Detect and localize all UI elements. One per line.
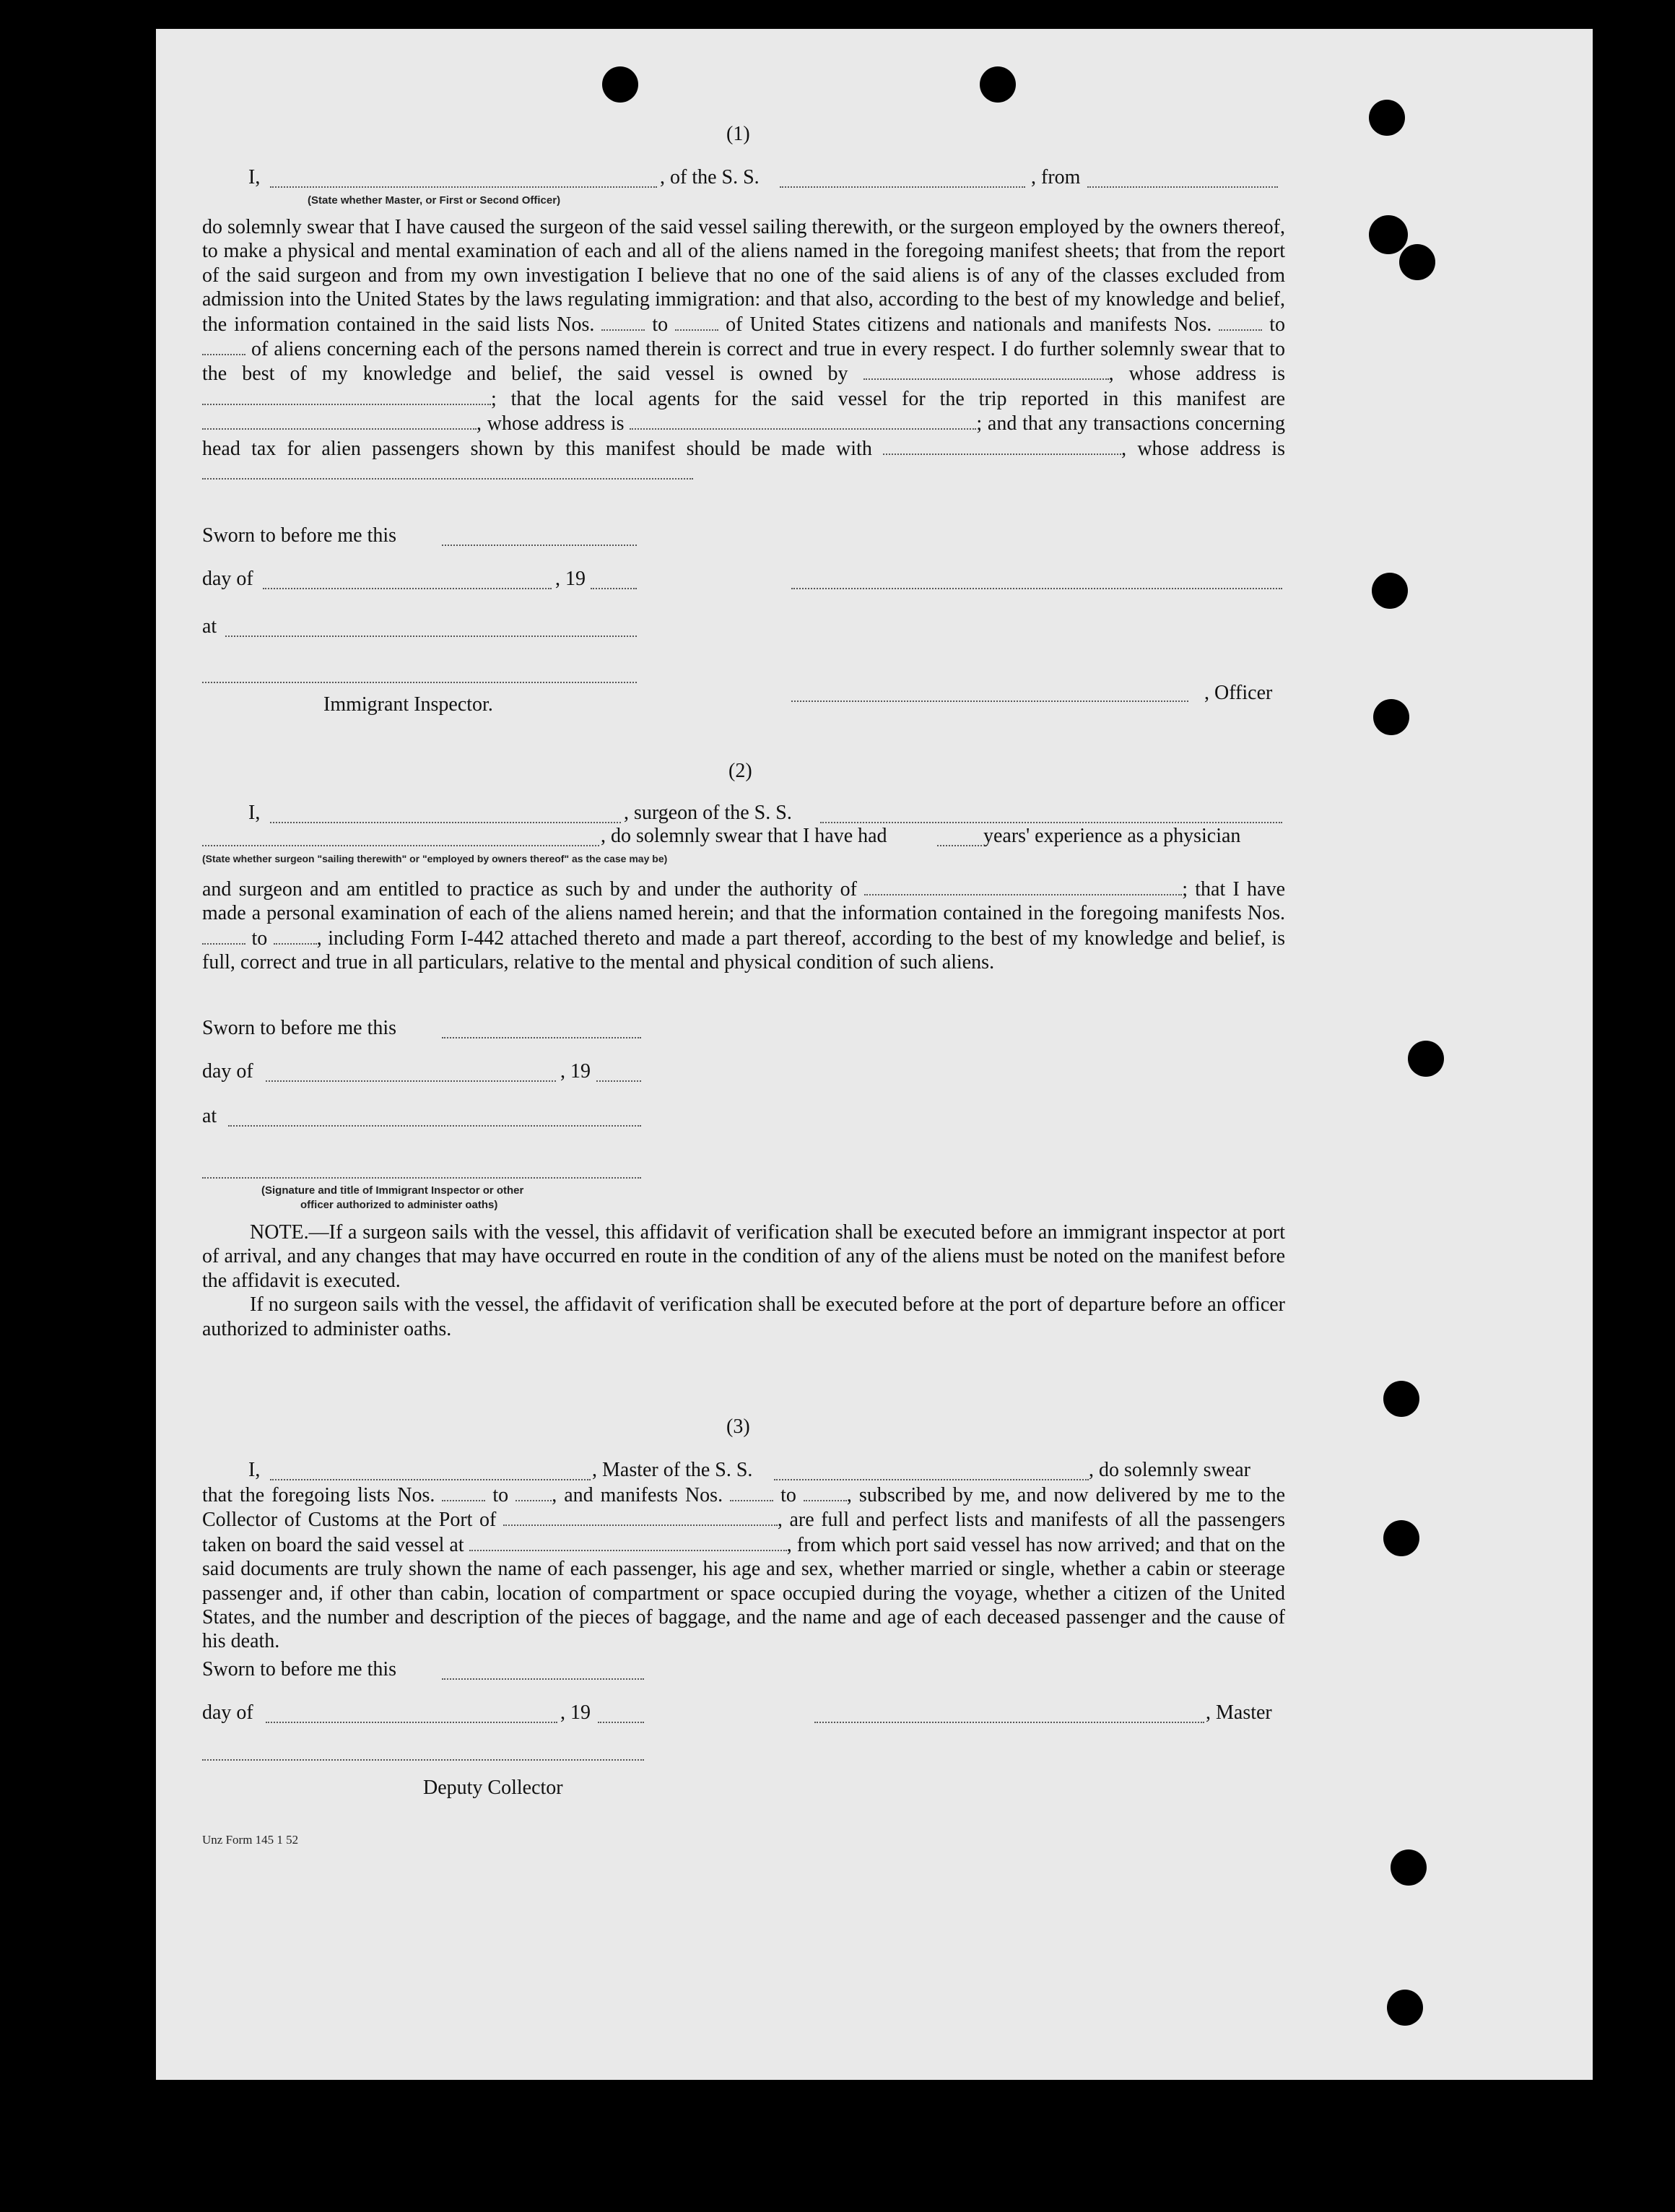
sec3-departure-port-field[interactable] [469, 1532, 787, 1551]
sec3-master-of: , Master of the S. S. [592, 1459, 753, 1481]
sec3-body [202, 1483, 1285, 1654]
sec1-head-tax-address-field[interactable] [202, 461, 693, 480]
sec2-text-a: and surgeon and am entitled to practice as such by and under the authority of [202, 878, 857, 901]
section-number-2: (2) [728, 760, 752, 782]
section-number-3: (3) [726, 1415, 750, 1438]
sec3-master-name-field[interactable] [270, 1479, 591, 1480]
sec3-day-of: day of [202, 1701, 253, 1724]
sec3-manifests-to-field[interactable] [804, 1483, 847, 1501]
sec2-day-field[interactable] [266, 1080, 556, 1082]
sec1-agents-field[interactable] [202, 411, 477, 430]
sec1-agents-address-field[interactable] [630, 411, 976, 430]
sec2-years: years' experience as a physician [983, 825, 1241, 847]
punch-hole [1373, 699, 1409, 735]
sec1-text-g: ; and that any transactions concerning head tax for alien passengers shown by this manifest should be made with [202, 412, 1286, 460]
sec1-text-h: , [1121, 437, 1127, 460]
sec2-sworn-field[interactable] [442, 1037, 641, 1038]
punch-hole [1372, 573, 1408, 609]
sec1-sworn: Sworn to before me this [202, 524, 397, 547]
sec2-signature-note-2: officer authorized to administer oaths) [300, 1199, 498, 1211]
sec1-text-b: of United States citizens and nationals and manifests Nos. [726, 313, 1212, 336]
note-paragraph-2: If no surgeon sails with the vessel, the affidavit of verification shall be executed before at the port of departure before an officer authorized to administer oaths. [202, 1293, 1285, 1340]
sec1-of-ss: , of the S. S. [660, 166, 760, 188]
form-page [156, 29, 1593, 2080]
punch-hole [1383, 1381, 1419, 1417]
sec3-ship-field[interactable] [774, 1479, 1089, 1480]
sec3-lists-to-field[interactable] [515, 1483, 552, 1501]
sec1-year-field[interactable] [591, 588, 637, 589]
sec2-text-c: that I have made a personal examination of each of the aliens named herein; and that the information contained in the foregoing manifests Nos. [202, 878, 1286, 925]
sec1-signature-field[interactable] [791, 588, 1282, 589]
sec3-year: , 19 [560, 1701, 591, 1724]
sec3-text-d: , are full and perfect lists and manifests of all the passengers taken on board the said vessel at [202, 1509, 1286, 1556]
punch-hole [1369, 100, 1405, 136]
sec3-day-field[interactable] [266, 1722, 557, 1723]
sec2-surgeon-name-field[interactable] [270, 822, 621, 823]
sec2-text-to: to [251, 927, 268, 950]
sec1-officer-note: (State whether Master, or First or Second Officer) [308, 194, 561, 207]
sec1-officer-label: , Officer [1204, 682, 1273, 704]
sec2-status-field[interactable] [202, 845, 599, 846]
sec3-master-signature-field[interactable] [814, 1722, 1204, 1723]
sec2-ship-field[interactable] [820, 822, 1282, 823]
sec2-surgeon-of: , surgeon of the S. S. [624, 802, 792, 824]
sec2-sworn: Sworn to before me this [202, 1017, 397, 1039]
sec1-text-d: , whose address is [1108, 363, 1286, 386]
sec1-inspector-label: Immigrant Inspector. [323, 693, 493, 716]
sec3-text-a: that the foregoing lists Nos. [202, 1484, 435, 1506]
sec1-year: , 19 [555, 568, 586, 590]
sec1-text-c: of aliens concerning each of the persons named therein is correct and true in every respect. I do further solemnly swear that to the best of my knowledge and belief, the said vessel is owned by [202, 338, 1286, 386]
sec2-swear: , do solemnly swear that I have had [601, 825, 887, 847]
sec2-surgeon-note: (State whether surgeon "sailing therewith" or "employed by owners thereof" as the case may be) [202, 853, 668, 864]
punch-hole [1387, 1990, 1423, 2026]
sec1-inspector-signature-field[interactable] [202, 682, 637, 683]
sec1-officer-name-field[interactable] [270, 186, 657, 188]
sec2-year-field[interactable] [596, 1080, 641, 1082]
sec1-day-of: day of [202, 568, 253, 590]
form-number: Unz Form 145 1 52 [202, 1833, 299, 1847]
punch-hole [1391, 1849, 1427, 1886]
sec1-officer-signature-field[interactable] [791, 701, 1188, 702]
sec3-lists-from-field[interactable] [442, 1483, 485, 1501]
sec2-body [202, 877, 1285, 975]
sec1-owner-address-field[interactable] [202, 386, 491, 405]
sec1-at-field[interactable] [225, 636, 637, 637]
sec2-at-field[interactable] [228, 1125, 641, 1127]
sec3-master-label: , Master [1206, 1701, 1272, 1724]
sec2-manifests-from-field[interactable] [202, 926, 245, 945]
sec2-text-b: ; [1182, 878, 1188, 901]
punch-hole [1408, 1041, 1444, 1077]
note-block [202, 1220, 1285, 1341]
sec2-manifests-to-field[interactable] [274, 926, 317, 945]
sec1-from: , from [1031, 166, 1081, 188]
sec2-years-field[interactable] [937, 845, 982, 846]
sec1-text-i: whose address is [1137, 437, 1286, 460]
sec3-sworn-field[interactable] [442, 1678, 644, 1680]
sec2-authority-field[interactable] [864, 877, 1182, 895]
sec3-text-to1: to [492, 1484, 509, 1506]
sec3-text-b: , and manifests Nos. [552, 1484, 723, 1506]
punch-hole [980, 66, 1016, 103]
sec1-day-field[interactable] [263, 588, 552, 589]
sec1-text-e: ; that the local agents for the said vessel for the trip reported in this manifest are [491, 387, 1285, 410]
sec1-from-field[interactable] [1087, 186, 1278, 188]
sec2-year: , 19 [560, 1060, 591, 1083]
sec1-text-a: do solemnly swear that I have caused the surgeon of the said vessel sailing therewith, or the surgeon employed by the owners thereof, to make a physical and mental examination of each and all of the aliens named in the foregoing manifest sheets; that from the report of the said surgeon and from my own investigation I believe that no one of the said aliens is of any of the classes excluded from admission into the United States by the laws regulating immigration: and that also, according to the best of my knowledge and belief, the information contained in the said lists Nos. [202, 216, 1285, 336]
note-paragraph-1: NOTE.—If a surgeon sails with the vessel, this affidavit of verification shall be executed before an immigrant inspector at port of arrival, and any changes that may have occurred en route in the condition of any of the aliens must be noted on the manifest before the affidavit is executed. [202, 1221, 1285, 1292]
sec1-head-tax-field[interactable] [883, 436, 1121, 455]
sec3-collector-signature-field[interactable] [202, 1759, 644, 1761]
sec1-sworn-field[interactable] [442, 545, 637, 546]
sec2-text-d: , including Form I-442 attached thereto and made a part thereof, according to the best of my knowledge and belief, is full, correct and true in all particulars, relative to the mental and physical condition of such aliens. [202, 927, 1286, 974]
sec3-text-c: , subscribed by me, and now delivered by me to the Collector of Customs at the Port of [202, 1484, 1286, 1532]
punch-hole [1369, 215, 1408, 254]
punch-hole [1383, 1520, 1419, 1556]
sec3-sworn: Sworn to before me this [202, 1658, 397, 1680]
punch-hole [602, 66, 638, 103]
sec1-i: I, [248, 166, 261, 188]
sec1-body [202, 215, 1285, 485]
sec1-at: at [202, 615, 217, 638]
sec3-port-field[interactable] [503, 1507, 778, 1526]
sec2-i: I, [248, 802, 261, 824]
sec3-text-e: , from which port said vessel has now arrived; and that on the said documents are truly shown the name of each passenger, his age and sex, whether married or single, whether a cabin or steerage passenger and, if other than cabin, location of compartment or space occupied during the voyage, whether a citizen of the United States, and the number and description of the pieces of baggage, and the name and age of each deceased passenger and the cause of his death. [202, 1533, 1286, 1653]
sec3-text-to2: to [780, 1484, 796, 1506]
sec3-swear: , do solemnly swear [1089, 1459, 1250, 1481]
sec1-text-to1: to [652, 313, 669, 336]
sec1-ship-field[interactable] [780, 186, 1025, 188]
sec1-lists-from-field[interactable] [601, 312, 645, 331]
sec1-text-f: , whose address is [477, 412, 625, 435]
sec1-owner-field[interactable] [863, 361, 1109, 380]
sec2-at: at [202, 1105, 217, 1127]
sec1-manifests-to-field[interactable] [202, 337, 245, 355]
sec3-manifests-from-field[interactable] [730, 1483, 773, 1501]
sec3-deputy-label: Deputy Collector [423, 1777, 563, 1799]
punch-hole [1399, 244, 1435, 280]
sec3-year-field[interactable] [598, 1722, 644, 1723]
sec1-lists-to-field[interactable] [675, 312, 718, 331]
sec2-signature-note-1: (Signature and title of Immigrant Inspector or other [261, 1184, 524, 1197]
sec1-text-to2: to [1269, 313, 1286, 336]
sec2-day-of: day of [202, 1060, 253, 1083]
sec2-inspector-signature-field[interactable] [202, 1177, 641, 1179]
section-number-1: (1) [726, 123, 750, 145]
sec3-i: I, [248, 1459, 261, 1481]
sec1-manifests-from-field[interactable] [1219, 312, 1262, 331]
